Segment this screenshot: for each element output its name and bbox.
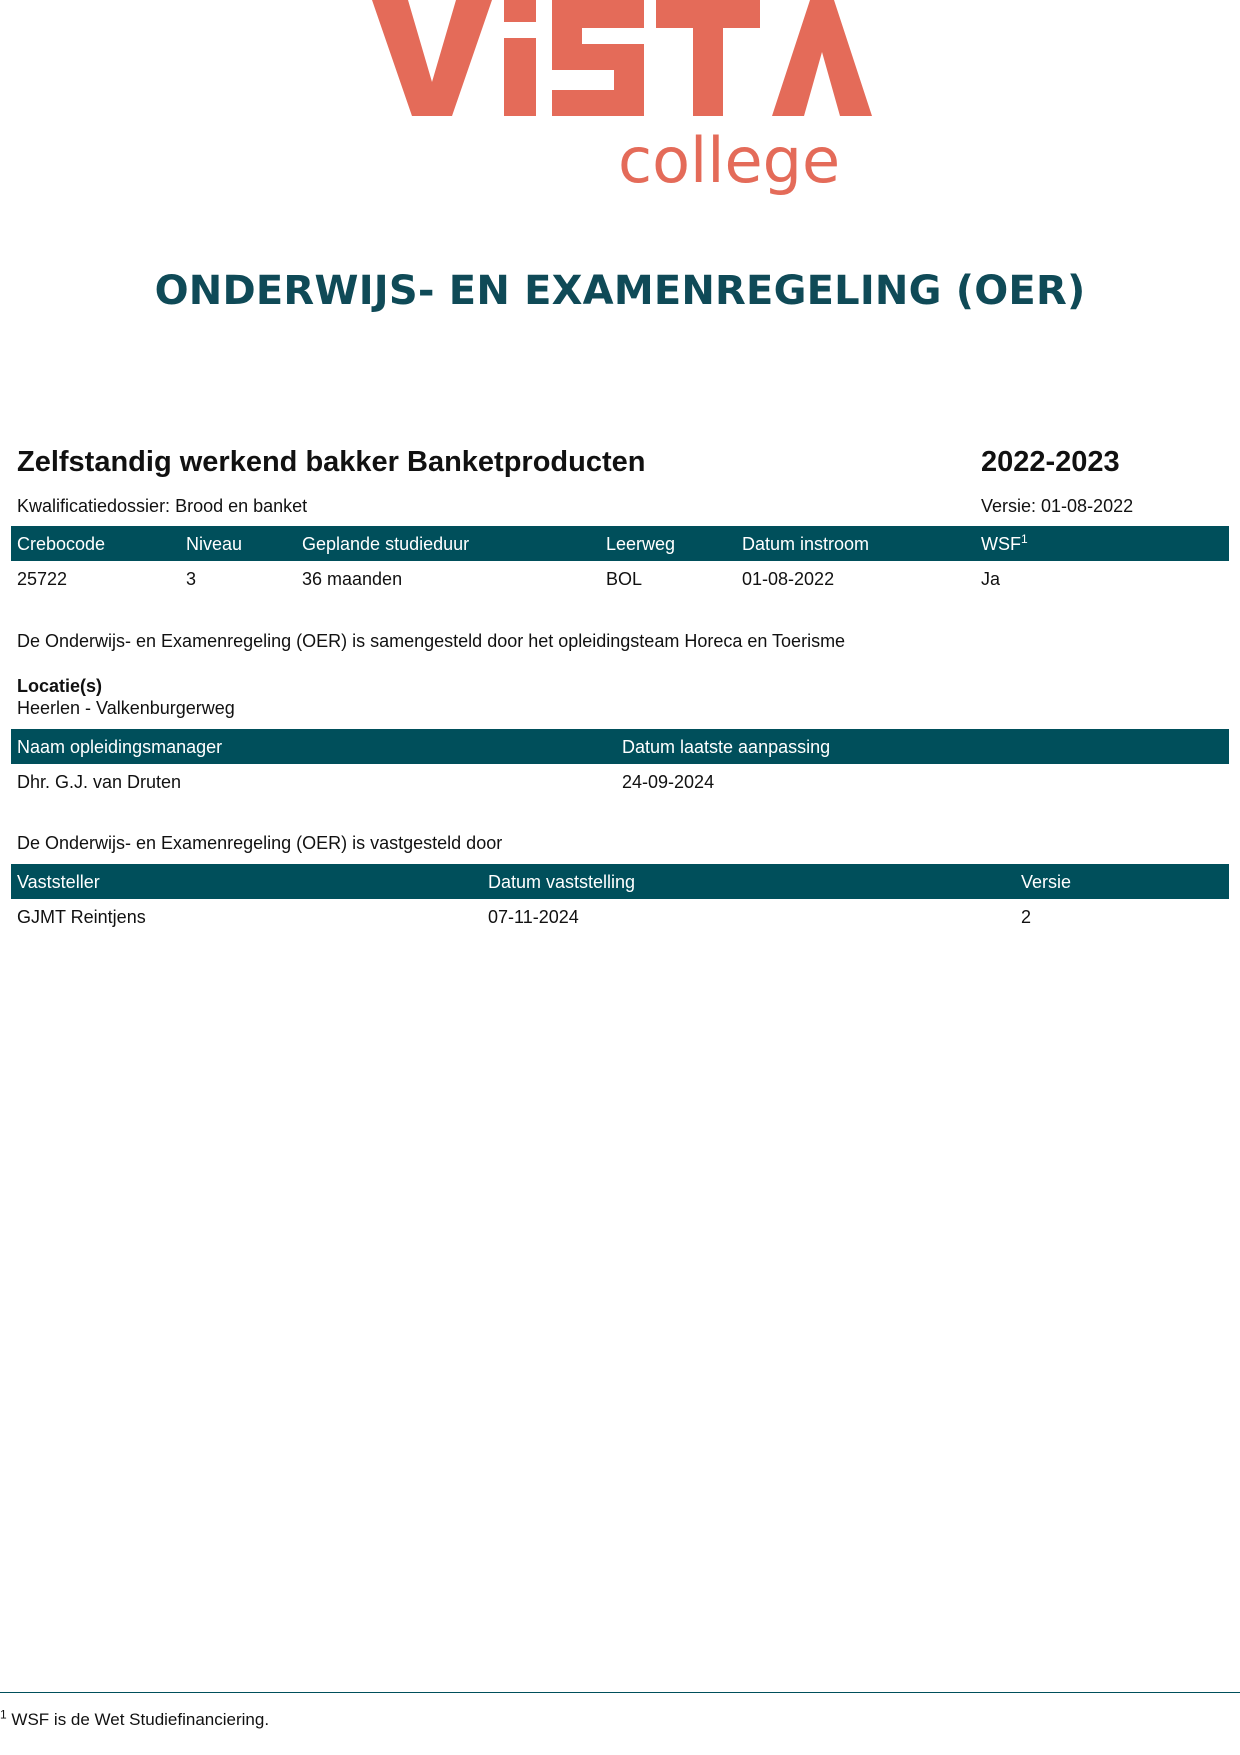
footnote-separator <box>0 1692 1240 1693</box>
establishment-table <box>11 864 1229 934</box>
footnote <box>0 1707 270 1730</box>
table-header <box>11 729 1229 764</box>
niveau-value: 3 <box>186 569 197 589</box>
svg-text:college: college <box>618 124 841 197</box>
kwalificatiedossier: Kwalificatiedossier: Brood en banket <box>17 496 308 516</box>
footnote-text: WSF is de Wet Studiefinanciering. <box>11 1710 270 1729</box>
versie-value: 2 <box>1021 907 1032 927</box>
datum-vaststelling-value: 07-11-2024 <box>488 907 579 927</box>
leerweg-value: BOL <box>606 569 643 589</box>
header-opleidingsmanager: Naam opleidingsmanager <box>17 737 223 757</box>
header-vaststeller: Vaststeller <box>17 872 100 892</box>
header-leerweg: Leerweg <box>606 534 676 554</box>
vista-college-logo <box>372 0 872 205</box>
opleidingsmanager-value: Dhr. G.J. van Druten <box>17 772 182 792</box>
header-datum-vaststelling: Datum vaststelling <box>488 872 636 892</box>
manager-table <box>11 729 1229 799</box>
footnote-mark: 1 <box>1021 532 1028 546</box>
table-header <box>11 864 1229 899</box>
table-row <box>11 764 1229 799</box>
vaststeller-value: GJMT Reintjens <box>17 907 146 927</box>
header-datum-instroom: Datum instroom <box>742 534 870 554</box>
header-crebocode: Crebocode <box>17 534 106 554</box>
program-title: Zelfstandig werkend bakker Banketproducten <box>17 446 646 478</box>
table-row <box>11 899 1229 934</box>
header-versie: Versie <box>1021 872 1072 892</box>
academic-year: 2022-2023 <box>981 446 1120 478</box>
composed-by-text: De Onderwijs- en Examenregeling (OER) is samengesteld door het opleidingsteam Horeca en Toerisme <box>17 631 846 651</box>
locations-value: Heerlen - Valkenburgerweg <box>17 698 235 718</box>
wsf-value: Ja <box>981 569 1001 589</box>
footnote-mark: 1 <box>0 1707 7 1722</box>
header-niveau: Niveau <box>186 534 243 554</box>
datum-instroom-value: 01-08-2022 <box>742 569 835 589</box>
document-title: ONDERWIJS- EN EXAMENREGELING (OER) <box>154 268 1086 314</box>
program-version: Versie: 01-08-2022 <box>981 496 1134 516</box>
table-header <box>11 526 1229 561</box>
program-details-table <box>11 526 1229 596</box>
header-wsf: WSF$^1$ <box>981 532 1028 554</box>
established-by-text: De Onderwijs- en Examenregeling (OER) is vastgesteld door <box>17 833 503 853</box>
header-studieduur: Geplande studieduur <box>302 534 470 554</box>
table-row <box>11 561 1229 596</box>
studieduur-value: 36 maanden <box>302 569 403 589</box>
header-datum-aanpassing: Datum laatste aanpassing <box>622 737 831 757</box>
datum-aanpassing-value: 24-09-2024 <box>622 772 715 792</box>
crebocode-value: 25722 <box>17 569 68 589</box>
locations-label: Locatie(s) <box>17 676 103 696</box>
